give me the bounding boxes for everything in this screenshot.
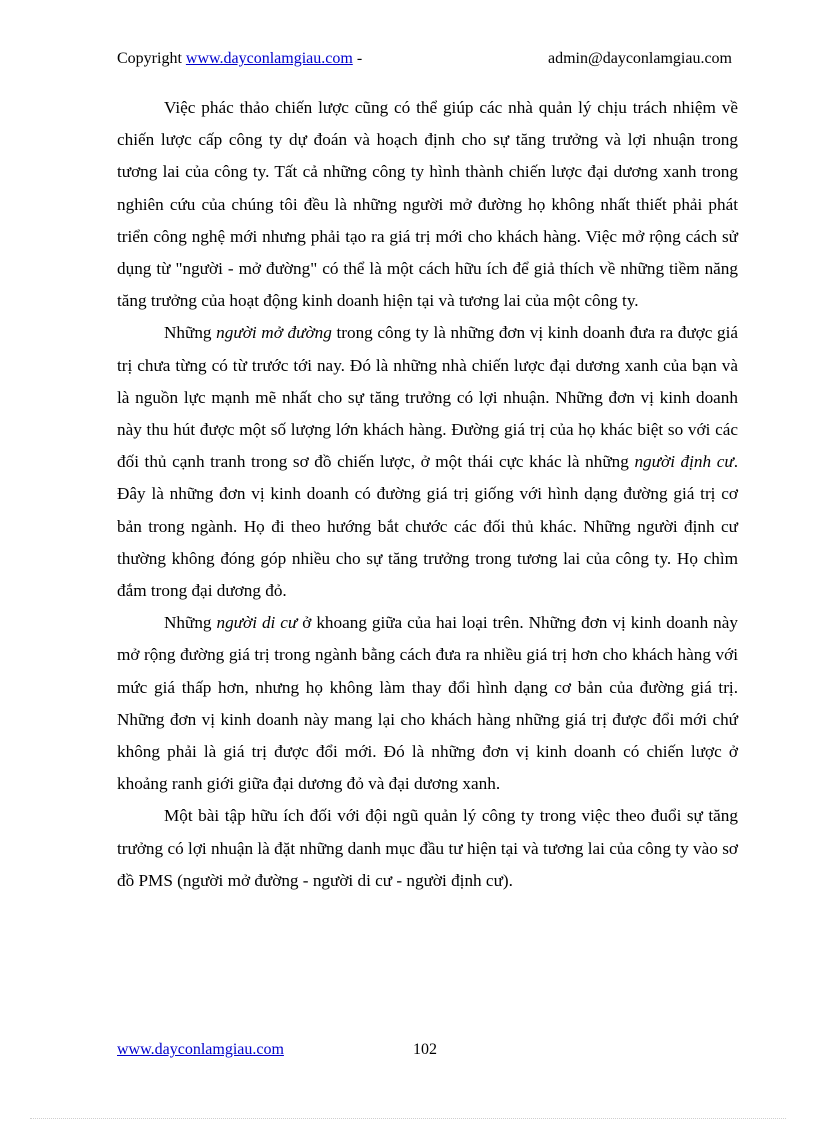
- body-text: [117, 92, 738, 897]
- text-run: . Đây là những đơn vị kinh doanh có đường giá trị giống với hình dạng đường giá trị cơ bản trong ngành. Họ đi theo hướng bắt chước các đối thủ khác. Những người định cư thường không đóng góp nhiều cho sự tăng trưởng trong tương lai của công ty. Họ chìm đắm trong đại dương đỏ.: [117, 452, 739, 601]
- copyright-notice: [117, 50, 362, 68]
- page-footer: [117, 1041, 738, 1061]
- paragraph: [117, 317, 738, 607]
- page-number: 102: [413, 1041, 437, 1058]
- paragraph: [117, 800, 738, 897]
- footer-site-link[interactable]: www.dayconlamgiau.com: [117, 1041, 284, 1058]
- italic-term: người định cư: [634, 452, 734, 472]
- header-separator: -: [356, 50, 363, 67]
- copyright-label: Copyright: [117, 50, 182, 67]
- text-run: ở khoang giữa của hai loại trên. Những đơn vị kinh doanh này mở rộng đường giá trị trong ngành bằng cách đưa ra nhiều giá trị hơn cho khách hàng với mức giá thấp hơn, nhưng họ không làm thay đổi hình dạng cơ bản của đường giá trị. Những đơn vị kinh doanh này mang lại cho khách hàng những giá trị được đổi mới chứ không phải là giá trị được đổi mới. Đó là những đơn vị kinh doanh có chiến lược ở khoảng ranh giới giữa đại dương đỏ và đại dương xanh.: [117, 613, 738, 794]
- header-email: admin@dayconlamgiau.com: [547, 50, 732, 67]
- text-run: Việc phác thảo chiến lược cũng có thể giúp các nhà quản lý chịu trách nhiệm về chiến lược cấp công ty dự đoán và hoạch định cho sự tăng trưởng và lợi nhuận trong tương lai của công ty. Tất cả những công ty hình thành chiến lược đại dương xanh trong nghiên cứu của chúng tôi đều là những người mở đường họ không nhất thiết phải phát triển công nghệ mới nhưng phải tạo ra giá trị mới cho khách hàng. Việc mở rộng cách sử dụng từ "người - mở đường" có thể là một cách hữu ích để giả thích về những tiềm năng tăng trưởng của hoạt động kinh doanh hiện tại và tương lai của một công ty.: [117, 98, 738, 311]
- paragraph: [117, 92, 738, 317]
- header-site-link[interactable]: www.dayconlamgiau.com: [185, 50, 353, 67]
- italic-term: người di cư: [216, 613, 298, 633]
- text-run: trong công ty là những đơn vị kinh doanh đưa ra được giá trị chưa từng có từ trước tới nay. Đó là những nhà chiến lược đại dương xanh của bạn và là nguồn lực mạnh mẽ nhất cho sự tăng trưởng có lợi nhuận. Những đơn vị kinh doanh này thu hút được một số lượng lớn khách hàng. Đường giá trị của họ khác biệt so với các đối thủ cạnh tranh trong sơ đồ chiến lược, ở một thái cực khác là những: [117, 323, 738, 472]
- text-run: Một bài tập hữu ích đối với đội ngũ quản lý công ty trong việc theo đuổi sự tăng trưởng có lợi nhuận là đặt những danh mục đầu tư hiện tại và tương lai của công ty vào sơ đồ PMS (người mở đường - người di cư - người định cư).: [117, 806, 738, 890]
- text-run: Những: [164, 613, 217, 633]
- paragraph: [117, 607, 738, 800]
- text-run: Những: [164, 323, 217, 343]
- page-header: [117, 50, 732, 70]
- italic-term: người mở đường: [216, 323, 332, 343]
- page-edge-divider: [30, 1118, 786, 1119]
